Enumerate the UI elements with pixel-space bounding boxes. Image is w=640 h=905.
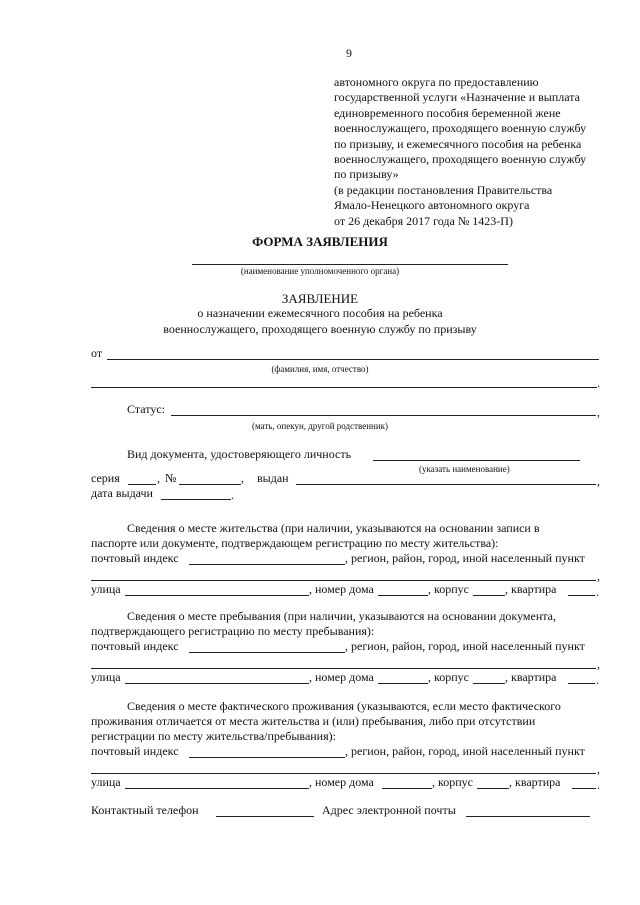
actual-locality-field[interactable] xyxy=(91,773,596,774)
stay-intro: Сведения о месте пребывания (при наличии, указываются на основании документа, xyxy=(127,609,556,623)
residence-street-field[interactable] xyxy=(125,595,309,596)
actual-house-field[interactable] xyxy=(382,788,432,789)
residence-street-label: улица xyxy=(91,582,121,596)
status-field[interactable] xyxy=(171,415,596,416)
stay-house-label: , номер дома xyxy=(309,670,374,684)
residence-apartment-label: , квартира xyxy=(505,582,557,596)
stay-postal-field[interactable] xyxy=(189,652,345,653)
application-form-page: 9 автономного округа по предоставлению государственной услуги «Назначение и выплата единовременного пособия беременной жене военнослужащего, проходящего военную службу по призыву, и ежемесячного пособия на ребенка военнослужащего, проходящего военную службу по призыву» (в редакции постановления Правительства Ямало-Ненецкого автономного округа от 26 декабря 2017 года № 1423-П) ФОРМА ЗАЯВЛЕНИЯ (наименование уполномоченного органа) ЗАЯВЛЕНИЕ о назначении ежемесячного пособия на ребенка военнослужащего, проходящего военную службу по призыву от (фамилия, имя, отчество) . Статус: , (мать, опекун, другой родственник) Вид документа, удостоверяющего личность (указать наименование) серия , № , выдан , дата выдачи . Сведения о месте жительства (при наличии, указываются на основании записи в паспорте или документе, подтверждающем регистрацию по месту жительства): почтовый индекс , регион, район, город, иной населенный пункт , улица , номер дома , корпус , квартира . Сведения о месте пребывания (при наличии, указываются на основании документа, подтверждающего регистрацию по месту пребывания): почтовый индекс , регион, район, город, иной населенный пункт , улица , номер дома , корпус , квартира . Сведения о месте фактического проживания (указываются, если место фактического проживания отличается от места жительства и (или) пребывания, либо при отсутствии регистрации по месту жительства/пребывания): почтовый индекс , регион, район, город, иной населенный пункт , улица , номер дома , корпус , квартира . Контактный телефон Адрес электронной почты xyxy=(0,0,640,905)
form-title: ФОРМА ЗАЯВЛЕНИЯ xyxy=(252,234,388,249)
fio-continuation-field[interactable] xyxy=(91,387,597,388)
actual-postal-field[interactable] xyxy=(189,757,345,758)
residence-house-label: , номер дома xyxy=(309,582,374,596)
residence-locality-field[interactable] xyxy=(91,580,596,581)
issue-date-label: дата выдачи xyxy=(91,486,153,500)
phone-field[interactable] xyxy=(216,816,314,817)
stay-apartment-field[interactable] xyxy=(568,683,595,684)
stay-house-field[interactable] xyxy=(378,683,428,684)
residence-intro: Сведения о месте жительства (при наличии, указываются на основании записи в xyxy=(127,521,540,535)
header-line: по призыву, и ежемесячного пособия на ребенка xyxy=(334,136,582,151)
header-line: автономного округа по предоставлению xyxy=(334,75,539,89)
page-number: 9 xyxy=(346,46,352,60)
header-line: (в редакции постановления Правительства xyxy=(334,182,553,197)
authority-name-field[interactable] xyxy=(192,264,508,265)
statement-subtitle: о назначении ежемесячного пособия на ребенка xyxy=(197,306,443,320)
actual-intro: регистрации по месту жительства/пребывания): xyxy=(91,729,336,743)
header-line: по призыву» xyxy=(334,167,399,182)
status-caption: (мать, опекун, другой родственник) xyxy=(251,421,389,431)
stay-street-label: улица xyxy=(91,670,121,684)
document-type-caption: (указать наименование) xyxy=(419,464,510,474)
issue-date-field[interactable] xyxy=(161,499,231,500)
email-label: Адрес электронной почты xyxy=(322,803,456,817)
stay-street-field[interactable] xyxy=(125,683,309,684)
header-line: государственной услуги «Назначение и выплата xyxy=(334,90,581,105)
actual-building-label: , корпус xyxy=(432,775,473,789)
stay-intro: подтверждающего регистрацию по месту пребывания): xyxy=(91,624,375,638)
email-field[interactable] xyxy=(466,816,590,817)
document-type-field[interactable] xyxy=(373,460,580,461)
actual-apartment-field[interactable] xyxy=(572,788,596,789)
document-type-label: Вид документа, удостоверяющего личность xyxy=(127,447,352,461)
actual-postal-label: почтовый индекс xyxy=(91,744,179,758)
number-label: № xyxy=(165,471,177,485)
residence-building-label: , корпус xyxy=(428,582,469,596)
header-line: единовременного пособия беременной жене xyxy=(334,105,561,120)
residence-postal-label: почтовый индекс xyxy=(91,551,179,565)
header-line: военнослужащего, проходящего военную службу xyxy=(334,121,587,136)
residence-postal-field[interactable] xyxy=(189,564,345,565)
issued-by-label: выдан xyxy=(257,471,289,485)
stay-locality-field[interactable] xyxy=(91,668,596,669)
actual-intro: проживания отличается от места жительства и (или) пребывания, либо при отсутствии xyxy=(91,714,536,728)
fio-caption: (фамилия, имя, отчество) xyxy=(271,364,369,374)
actual-region-label: , регион, район, город, иной населенный пункт xyxy=(345,744,585,758)
actual-street-field[interactable] xyxy=(125,788,309,789)
series-field[interactable] xyxy=(128,484,156,485)
document-number-field[interactable] xyxy=(179,484,241,485)
residence-region-label: , регион, район, город, иной населенный пункт xyxy=(345,551,585,565)
residence-building-field[interactable] xyxy=(473,595,505,596)
actual-building-field[interactable] xyxy=(477,788,509,789)
statement-title: ЗАЯВЛЕНИЕ xyxy=(281,291,359,306)
header-line: Ямало-Ненецкого автономного округа xyxy=(334,198,530,213)
actual-apartment-label: , квартира xyxy=(509,775,561,789)
status-label: Статус: xyxy=(127,402,165,416)
residence-house-field[interactable] xyxy=(378,595,428,596)
residence-intro: паспорте или документе, подтверждающем регистрацию по месту жительства): xyxy=(91,536,499,550)
header-block xyxy=(334,75,586,229)
actual-intro: Сведения о месте фактического проживания (указываются, если место фактического xyxy=(127,699,561,713)
authority-caption: (наименование уполномоченного органа) xyxy=(240,266,400,276)
stay-building-field[interactable] xyxy=(473,683,505,684)
header-line: от 26 декабря 2017 года № 1423-П) xyxy=(334,213,513,228)
fio-field[interactable] xyxy=(107,359,599,360)
stay-apartment-label: , квартира xyxy=(505,670,557,684)
stay-postal-label: почтовый индекс xyxy=(91,639,179,653)
header-line: военнослужащего, проходящего военную службу xyxy=(334,152,587,167)
residence-apartment-field[interactable] xyxy=(568,595,595,596)
statement-subtitle: военнослужащего, проходящего военную службу по призыву xyxy=(163,322,477,336)
series-label: серия xyxy=(91,471,120,485)
phone-label: Контактный телефон xyxy=(91,803,199,817)
stay-region-label: , регион, район, город, иной населенный пункт xyxy=(345,639,585,653)
issued-by-field[interactable] xyxy=(296,484,596,485)
stay-building-label: , корпус xyxy=(428,670,469,684)
from-label: от xyxy=(91,346,103,360)
actual-street-label: улица xyxy=(91,775,121,789)
actual-house-label: , номер дома xyxy=(309,775,374,789)
